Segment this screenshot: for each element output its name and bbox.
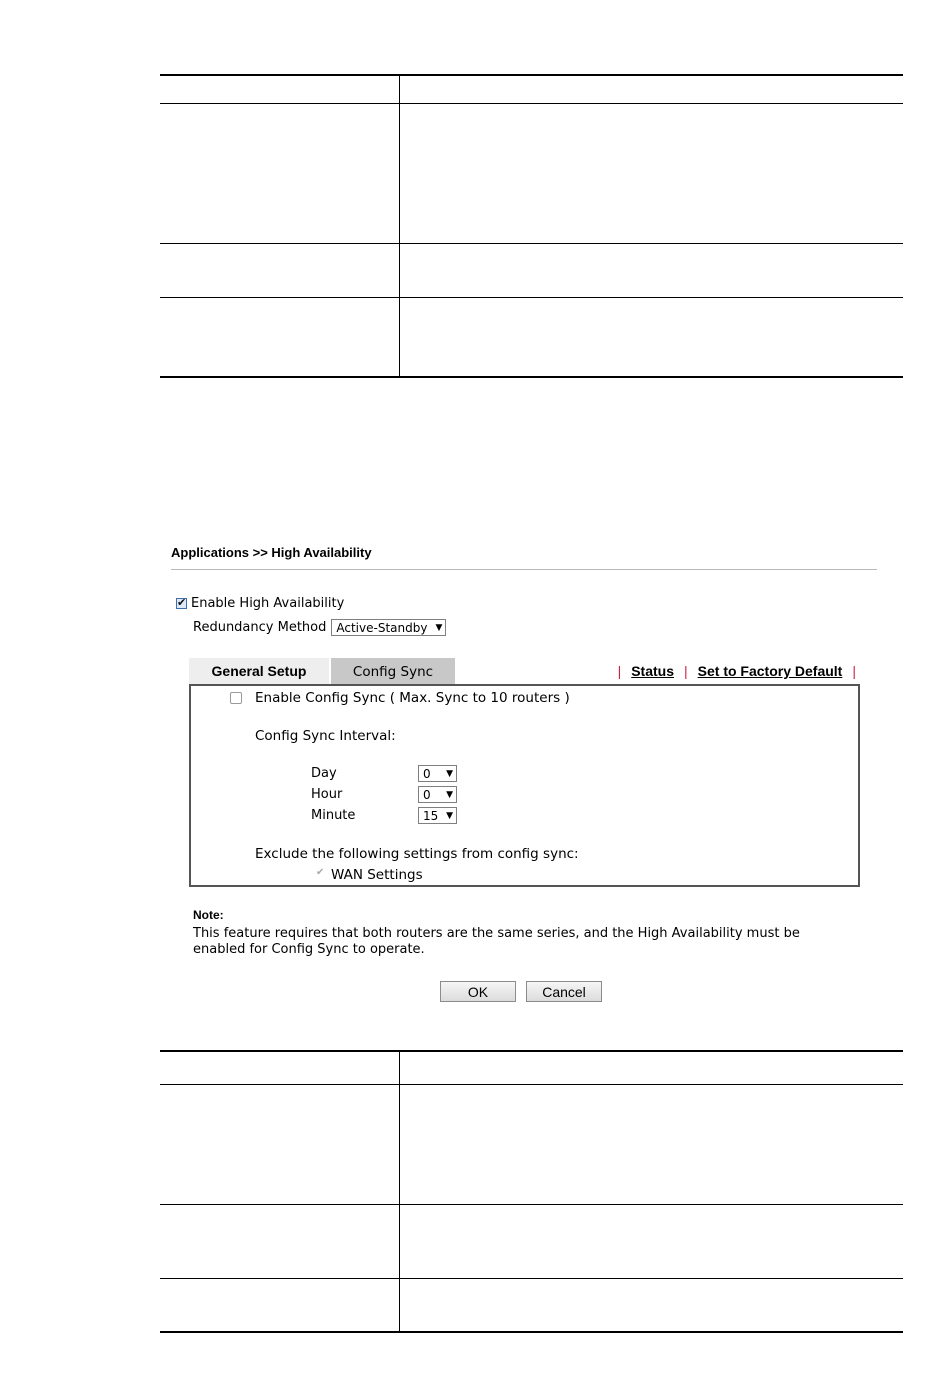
tab-general-setup[interactable]: General Setup [189, 658, 329, 685]
wan-settings-row [315, 867, 423, 883]
table-border-bottom [160, 376, 903, 378]
tab-links [618, 663, 856, 679]
enable-ha-row [176, 596, 344, 611]
link-separator: | [684, 663, 688, 679]
day-value: 0 [423, 766, 431, 781]
interval-row-day [191, 764, 491, 783]
interval-row-minute [191, 806, 491, 825]
enable-config-sync-row [230, 690, 570, 706]
day-select[interactable] [418, 765, 457, 782]
dropdown-arrow-icon: ▼ [435, 622, 443, 633]
link-separator: | [852, 663, 856, 679]
config-sync-panel [189, 684, 860, 887]
table-border-top [160, 74, 903, 76]
table-border-bottom [160, 1331, 903, 1333]
table-row-divider [160, 243, 903, 244]
note-title: Note: [193, 908, 224, 922]
ok-button[interactable]: OK [440, 981, 516, 1002]
redundancy-method-value: Active-Standby [336, 620, 428, 635]
cancel-button[interactable]: Cancel [526, 981, 602, 1002]
dropdown-arrow-icon: ▼ [446, 810, 453, 821]
table-border-top [160, 1050, 903, 1052]
link-separator: | [617, 663, 622, 679]
hour-label: Hour [311, 787, 343, 802]
interval-row-hour [191, 785, 491, 804]
redundancy-method-select[interactable] [331, 619, 446, 636]
hour-select[interactable] [418, 786, 457, 803]
table-row-divider [160, 297, 903, 298]
enable-ha-label: Enable High Availability [191, 596, 345, 611]
dropdown-arrow-icon: ▼ [446, 789, 453, 800]
page-title: Applications >> High Availability [171, 545, 372, 560]
wan-settings-checkbox[interactable] [315, 870, 326, 881]
table-row-divider [160, 1278, 903, 1279]
day-label: Day [311, 766, 337, 781]
dropdown-arrow-icon: ▼ [446, 768, 453, 779]
hour-value: 0 [423, 787, 431, 802]
bottom-doc-table [160, 1050, 903, 1336]
note-text: This feature requires that both routers are the same series, and the High Availability must be enabled for Config Sync to operate. [193, 926, 800, 957]
config-sync-interval-title: Config Sync Interval: [255, 728, 396, 744]
top-doc-table [160, 74, 903, 379]
table-row-divider [160, 1204, 903, 1205]
tab-config-sync[interactable]: Config Sync [331, 658, 455, 685]
status-link[interactable]: Status [631, 663, 675, 679]
table-header-divider [160, 1084, 903, 1085]
table-header-divider [160, 103, 903, 104]
exclude-settings-title: Exclude the following settings from config sync: [255, 846, 579, 862]
wan-settings-label: WAN Settings [331, 867, 423, 883]
redundancy-method-label: Redundancy Method [193, 620, 327, 635]
minute-value: 15 [423, 808, 439, 823]
factory-default-link[interactable]: Set to Factory Default [697, 663, 843, 679]
title-divider [171, 569, 877, 570]
enable-ha-checkbox[interactable] [176, 598, 187, 609]
table-column-divider [399, 1050, 400, 1333]
enable-config-sync-label: Enable Config Sync ( Max. Sync to 10 routers ) [255, 690, 570, 706]
minute-select[interactable] [418, 807, 457, 824]
minute-label: Minute [311, 808, 356, 823]
redundancy-method-row [193, 619, 446, 636]
enable-config-sync-checkbox[interactable] [230, 692, 242, 704]
table-column-divider [399, 74, 400, 378]
